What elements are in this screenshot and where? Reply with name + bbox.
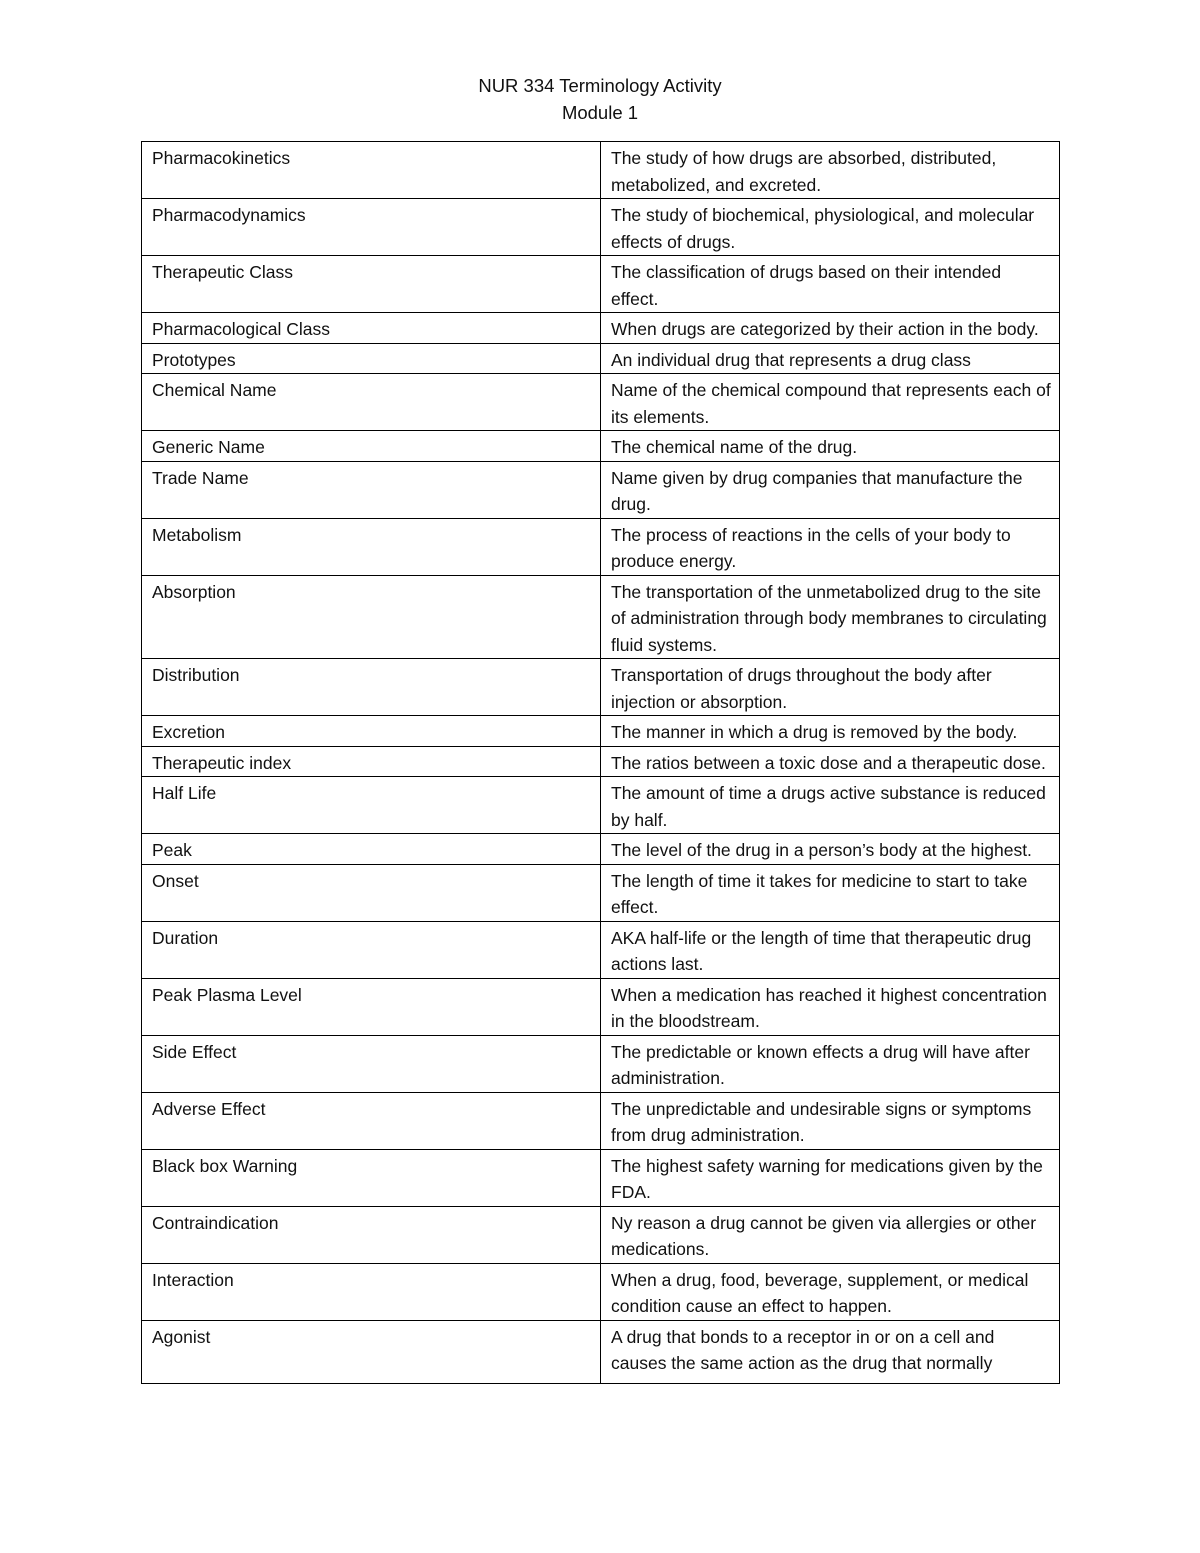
document-title: NUR 334 Terminology Activity bbox=[478, 75, 722, 96]
definition-cell: The level of the drug in a person’s body at the highest. bbox=[601, 834, 1060, 865]
definition-cell: When drugs are categorized by their action in the body. bbox=[601, 313, 1060, 344]
definition-cell: The length of time it takes for medicine to start to take effect. bbox=[601, 864, 1060, 921]
table-row bbox=[142, 746, 1060, 777]
table-row bbox=[142, 864, 1060, 921]
terminology-table-body bbox=[142, 142, 1060, 1384]
table-row bbox=[142, 1263, 1060, 1320]
definition-cell: AKA half-life or the length of time that therapeutic drug actions last. bbox=[601, 921, 1060, 978]
term-cell: Half Life bbox=[142, 777, 601, 834]
table-row bbox=[142, 1206, 1060, 1263]
definition-cell: The predictable or known effects a drug will have after administration. bbox=[601, 1035, 1060, 1092]
term-cell: Pharmacokinetics bbox=[142, 142, 601, 199]
definition-cell: An individual drug that represents a drug class bbox=[601, 343, 1060, 374]
table-row bbox=[142, 659, 1060, 716]
table-row bbox=[142, 716, 1060, 747]
definition-cell: Transportation of drugs throughout the body after injection or absorption. bbox=[601, 659, 1060, 716]
terminology-table bbox=[141, 141, 1060, 1384]
term-cell: Peak Plasma Level bbox=[142, 978, 601, 1035]
table-row bbox=[142, 343, 1060, 374]
term-cell: Therapeutic Class bbox=[142, 256, 601, 313]
table-row bbox=[142, 256, 1060, 313]
definition-cell: The manner in which a drug is removed by the body. bbox=[601, 716, 1060, 747]
term-cell: Prototypes bbox=[142, 343, 601, 374]
term-cell: Absorption bbox=[142, 575, 601, 659]
term-cell: Trade Name bbox=[142, 461, 601, 518]
term-cell: Distribution bbox=[142, 659, 601, 716]
table-row bbox=[142, 142, 1060, 199]
definition-cell: The process of reactions in the cells of your body to produce energy. bbox=[601, 518, 1060, 575]
term-cell: Generic Name bbox=[142, 431, 601, 462]
definition-cell: The transportation of the unmetabolized drug to the site of administration through body membranes to circulating fluid systems. bbox=[601, 575, 1060, 659]
term-cell: Black box Warning bbox=[142, 1149, 601, 1206]
document-subtitle: Module 1 bbox=[561, 102, 639, 123]
table-row bbox=[142, 978, 1060, 1035]
definition-cell: When a drug, food, beverage, supplement, or medical condition cause an effect to happen. bbox=[601, 1263, 1060, 1320]
definition-cell: Name given by drug companies that manufacture the drug. bbox=[601, 461, 1060, 518]
table-row bbox=[142, 834, 1060, 865]
definition-cell: The study of how drugs are absorbed, distributed, metabolized, and excreted. bbox=[601, 142, 1060, 199]
table-row bbox=[142, 575, 1060, 659]
table-row bbox=[142, 431, 1060, 462]
term-cell: Pharmacodynamics bbox=[142, 199, 601, 256]
definition-cell: Ny reason a drug cannot be given via allergies or other medications. bbox=[601, 1206, 1060, 1263]
term-cell: Interaction bbox=[142, 1263, 601, 1320]
definition-cell: The unpredictable and undesirable signs or symptoms from drug administration. bbox=[601, 1092, 1060, 1149]
term-cell: Peak bbox=[142, 834, 601, 865]
term-cell: Metabolism bbox=[142, 518, 601, 575]
definition-cell: The highest safety warning for medications given by the FDA. bbox=[601, 1149, 1060, 1206]
term-cell: Side Effect bbox=[142, 1035, 601, 1092]
definition-cell: The ratios between a toxic dose and a therapeutic dose. bbox=[601, 746, 1060, 777]
definition-cell: The chemical name of the drug. bbox=[601, 431, 1060, 462]
definition-cell: The amount of time a drugs active substance is reduced by half. bbox=[601, 777, 1060, 834]
term-cell: Duration bbox=[142, 921, 601, 978]
term-cell: Therapeutic index bbox=[142, 746, 601, 777]
table-row bbox=[142, 518, 1060, 575]
term-cell: Chemical Name bbox=[142, 374, 601, 431]
term-cell: Excretion bbox=[142, 716, 601, 747]
term-cell: Adverse Effect bbox=[142, 1092, 601, 1149]
table-row bbox=[142, 1092, 1060, 1149]
table-row bbox=[142, 313, 1060, 344]
definition-cell: The classification of drugs based on their intended effect. bbox=[601, 256, 1060, 313]
table-row bbox=[142, 777, 1060, 834]
table-row bbox=[142, 1320, 1060, 1383]
table-row bbox=[142, 1035, 1060, 1092]
table-row bbox=[142, 199, 1060, 256]
definition-cell: A drug that bonds to a receptor in or on a cell and causes the same action as the drug that normally bbox=[601, 1320, 1060, 1383]
term-cell: Agonist bbox=[142, 1320, 601, 1383]
table-row bbox=[142, 374, 1060, 431]
term-cell: Pharmacological Class bbox=[142, 313, 601, 344]
definition-cell: The study of biochemical, physiological, and molecular effects of drugs. bbox=[601, 199, 1060, 256]
table-row bbox=[142, 1149, 1060, 1206]
definition-cell: When a medication has reached it highest concentration in the bloodstream. bbox=[601, 978, 1060, 1035]
term-cell: Onset bbox=[142, 864, 601, 921]
table-row bbox=[142, 921, 1060, 978]
table-row bbox=[142, 461, 1060, 518]
term-cell: Contraindication bbox=[142, 1206, 601, 1263]
document-header bbox=[0, 72, 1200, 126]
definition-cell: Name of the chemical compound that represents each of its elements. bbox=[601, 374, 1060, 431]
